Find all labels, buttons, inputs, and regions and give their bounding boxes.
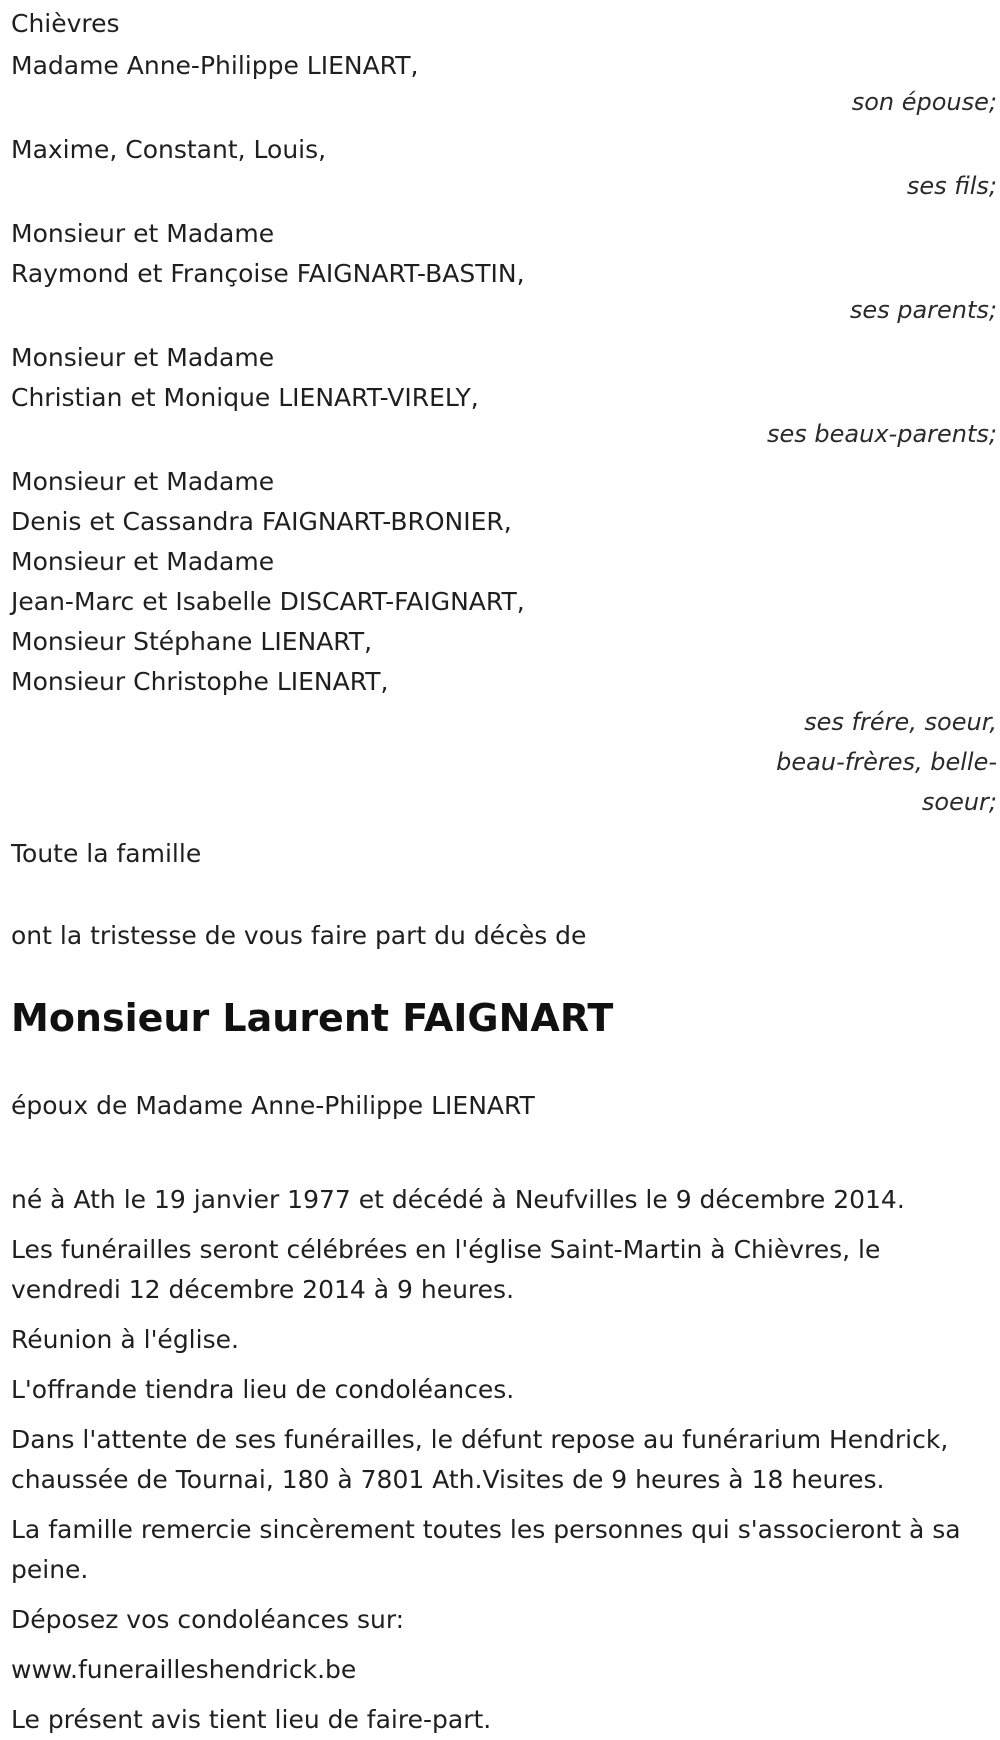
mourner-group-parents bbox=[11, 214, 1000, 330]
mourner-group-spouse bbox=[11, 46, 1000, 122]
condolences-link[interactable]: www.funerailleshendrick.be bbox=[11, 1655, 357, 1684]
born-died-line: né à Ath le 19 janvier 1977 et décédé à Neufvilles le 9 décembre 2014. bbox=[11, 1185, 905, 1214]
thanks-paragraph: La famille remercie sincèrement toutes les personnes qui s'associeront à sa peine. bbox=[11, 1515, 961, 1584]
mourner-name: Denis et Cassandra FAIGNART-BRONIER, bbox=[11, 507, 512, 536]
funeral-paragraph: Les funérailles seront célébrées en l'église Saint-Martin à Chièvres, le vendredi 12 décembre 2014 à 9 heures. bbox=[11, 1235, 881, 1304]
closing-note: Le présent avis tient lieu de faire-part. bbox=[11, 1705, 492, 1734]
meeting-paragraph: Réunion à l'église. bbox=[11, 1325, 239, 1354]
location: Chièvres bbox=[11, 9, 120, 38]
mourner-name: Madame Anne-Philippe LIENART, bbox=[11, 51, 419, 80]
mourner-group-parents-in-law bbox=[11, 338, 1000, 454]
mourner-name: Christian et Monique LIENART-VIRELY, bbox=[11, 383, 479, 412]
mourner-name: Monsieur et Madame bbox=[11, 343, 275, 372]
repose-paragraph: Dans l'attente de ses funérailles, le défunt repose au funérarium Hendrick, chaussée de Tournai, 180 à 7801 Ath.Visites de 9 heures à 18 heures. bbox=[11, 1425, 949, 1494]
relation-label-line: beau-frères, belle- bbox=[776, 748, 997, 776]
mourner-name: Monsieur et Madame bbox=[11, 467, 275, 496]
mourner-name: Maxime, Constant, Louis, bbox=[11, 135, 327, 164]
mourner-name: Monsieur et Madame bbox=[11, 547, 275, 576]
mourner-name: Raymond et Françoise FAIGNART-BASTIN, bbox=[11, 259, 525, 288]
relation-label: ses beaux-parents; bbox=[767, 420, 997, 448]
mourner-name: Monsieur et Madame bbox=[11, 219, 275, 248]
relation-label-line: soeur; bbox=[921, 788, 997, 816]
mourner-name: Jean-Marc et Isabelle DISCART-FAIGNART, bbox=[11, 587, 525, 616]
mourner-name: Monsieur Stéphane LIENART, bbox=[11, 627, 373, 656]
relation-label bbox=[11, 702, 997, 822]
relation-label-line: ses frére, soeur, bbox=[804, 708, 997, 736]
relation-label: ses parents; bbox=[849, 296, 997, 324]
offering-paragraph: L'offrande tiendra lieu de condoléances. bbox=[11, 1375, 515, 1404]
deceased-name: Monsieur Laurent FAIGNART bbox=[11, 996, 614, 1040]
mourner-name: Monsieur Christophe LIENART, bbox=[11, 667, 389, 696]
family-line: Toute la famille bbox=[11, 839, 202, 868]
mourner-group-siblings bbox=[11, 462, 1000, 822]
mourner-group-sons bbox=[11, 130, 1000, 206]
condolences-label: Déposez vos condoléances sur: bbox=[11, 1605, 405, 1634]
announcement: ont la tristesse de vous faire part du décès de bbox=[11, 921, 587, 950]
spouse-line: époux de Madame Anne-Philippe LIENART bbox=[11, 1091, 535, 1120]
relation-label: ses fils; bbox=[906, 172, 997, 200]
relation-label: son épouse; bbox=[851, 88, 997, 116]
